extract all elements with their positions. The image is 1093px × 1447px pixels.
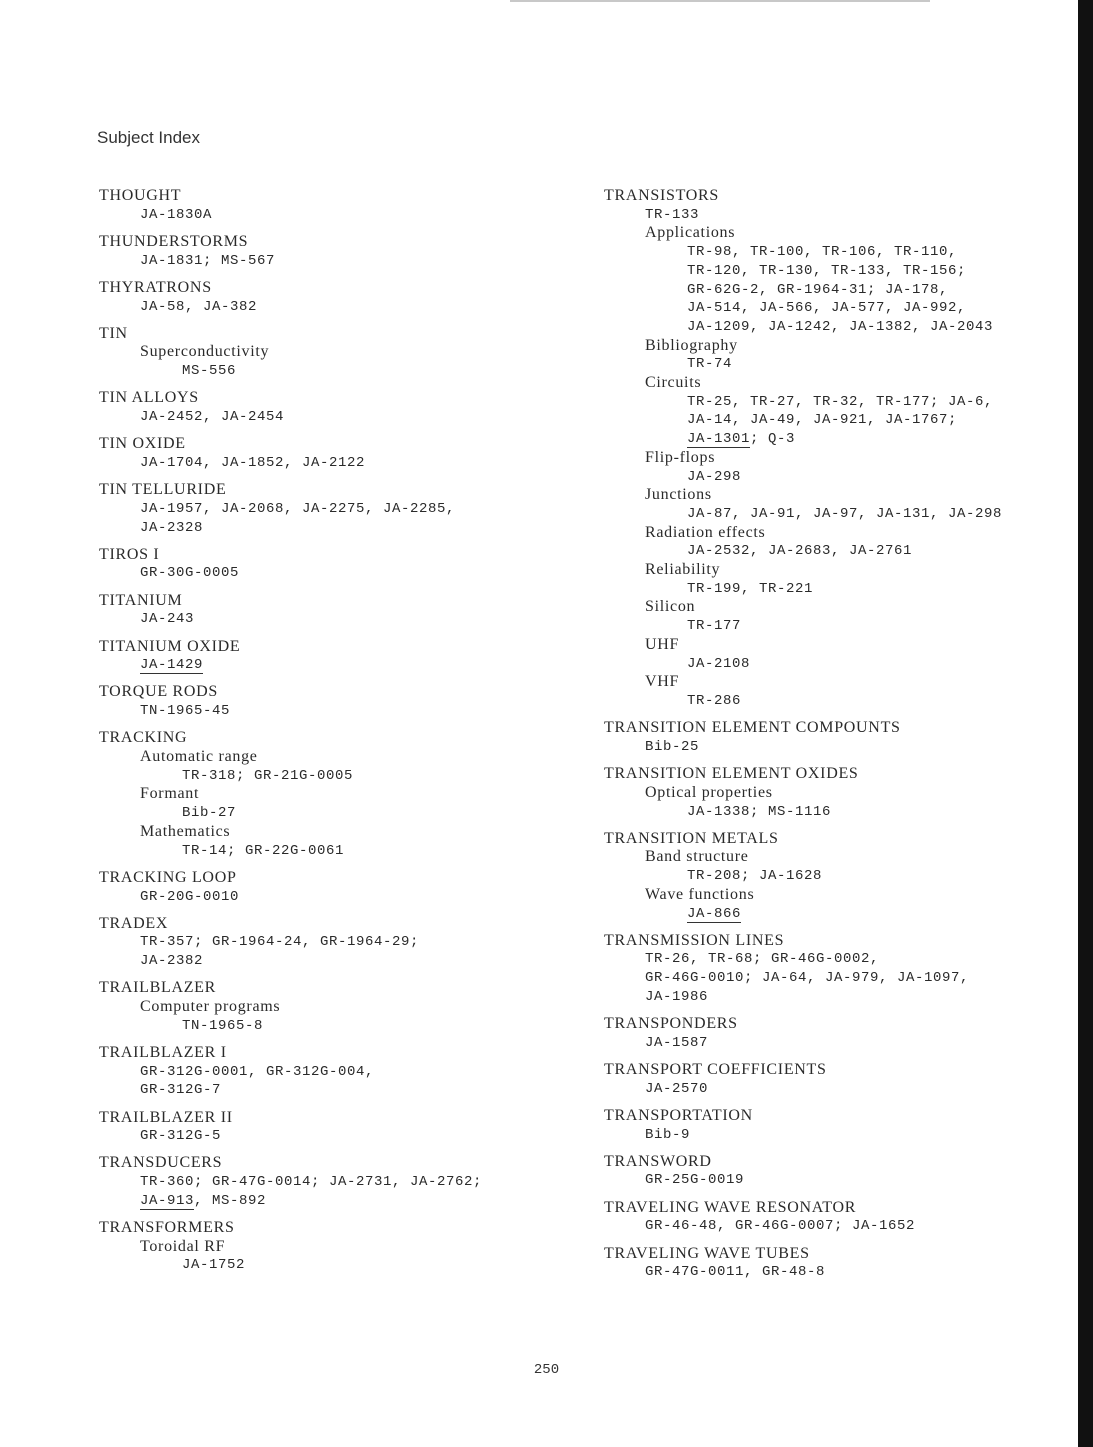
index-entry: [99, 325, 569, 381]
index-references: JA-87, JA-91, JA-97, JA-131, JA-298: [687, 505, 1003, 522]
index-entry: [604, 1107, 1074, 1144]
index-references: TR-120, TR-130, TR-133, TR-156;: [687, 262, 967, 279]
index-term: TIN: [99, 324, 128, 342]
index-subterm: UHF: [645, 635, 680, 653]
underlined-reference: JA-1429: [140, 657, 204, 674]
index-term: THYRATRONS: [99, 278, 212, 296]
index-references: GR-30G-0005: [140, 565, 240, 582]
index-term: TRACKING: [99, 729, 188, 747]
index-entry: [604, 932, 1074, 1007]
index-entry: [99, 592, 569, 629]
index-term: TITANIUM: [99, 591, 183, 609]
index-subterm: Circuits: [645, 374, 702, 392]
index-entry: [99, 979, 569, 1035]
index-references: JA-1831; MS-567: [140, 252, 276, 269]
index-entry: [99, 546, 569, 583]
index-entry: [99, 638, 569, 675]
index-term: THOUGHT: [99, 187, 182, 204]
index-subterm: Computer programs: [140, 998, 281, 1016]
index-entry: [604, 719, 1074, 756]
index-term: TRANSMISSION LINES: [604, 931, 785, 949]
index-references: GR-46G-0010; JA-64, JA-979, JA-1097,: [645, 970, 970, 987]
index-entry: [604, 187, 1074, 711]
index-references: TR-25, TR-27, TR-32, TR-177; JA-6,: [687, 393, 994, 410]
index-subterm: Junctions: [645, 486, 712, 504]
index-references: GR-25G-0019: [645, 1172, 745, 1189]
page-header: Subject Index: [97, 128, 201, 147]
index-references: Bib-27: [182, 805, 237, 822]
index-subterm: Toroidal RF: [140, 1237, 226, 1255]
index-references: MS-556: [182, 363, 237, 380]
index-references: JA-1301; Q-3: [687, 431, 796, 448]
index-entry: [604, 1245, 1074, 1282]
index-term: TITANIUM OXIDE: [99, 637, 241, 655]
index-subterm: Applications: [645, 224, 736, 242]
index-references: TN-1965-45: [140, 703, 231, 720]
index-entry: [99, 389, 569, 426]
index-entry: [604, 1153, 1074, 1190]
index-term: TRANSPORT COEFFICIENTS: [604, 1060, 827, 1078]
index-references: GR-62G-2, GR-1964-31; JA-178,: [687, 281, 949, 298]
index-references: TR-14; GR-22G-0061: [182, 842, 345, 859]
index-entry: [604, 1199, 1074, 1236]
index-references: GR-312G-7: [140, 1082, 222, 1099]
page-number: 250: [533, 1362, 560, 1378]
index-entry: [604, 765, 1074, 821]
index-subterm: Flip-flops: [645, 448, 716, 466]
index-references: JA-1830A: [140, 206, 213, 223]
index-term: TRANSISTORS: [604, 187, 719, 204]
index-subterm: VHF: [645, 673, 680, 691]
index-subterm: Reliability: [645, 561, 721, 579]
index-references: JA-913, MS-892: [140, 1192, 267, 1209]
index-references: JA-1704, JA-1852, JA-2122: [140, 454, 366, 471]
index-term: TRAILBLAZER I: [99, 1043, 227, 1061]
index-references: TN-1965-8: [182, 1017, 264, 1034]
index-term: TRANSWORD: [604, 1152, 712, 1170]
index-references: JA-1338; MS-1116: [687, 803, 832, 820]
page-edge-shadow: [1078, 0, 1093, 1447]
index-term: TRANSFORMERS: [99, 1219, 235, 1237]
underlined-reference: JA-1301: [687, 431, 751, 448]
index-entry: [99, 1044, 569, 1100]
index-subterm: Wave functions: [645, 885, 755, 903]
index-entry: [99, 481, 569, 537]
index-term: TRAILBLAZER: [99, 979, 217, 997]
index-references: GR-312G-0001, GR-312G-004,: [140, 1063, 375, 1080]
index-subterm: Formant: [140, 785, 200, 803]
index-references: JA-514, JA-566, JA-577, JA-992,: [687, 300, 967, 317]
index-references: GR-47G-0011, GR-48-8: [645, 1264, 826, 1281]
index-term: TRACKING LOOP: [99, 868, 237, 886]
index-references: JA-14, JA-49, JA-921, JA-1767;: [687, 412, 958, 429]
index-entry: [99, 1219, 569, 1275]
index-subterm: Radiation effects: [645, 523, 766, 541]
index-references: TR-133: [645, 206, 700, 223]
index-references: TR-199, TR-221: [687, 580, 814, 597]
index-references: JA-2532, JA-2683, JA-2761: [687, 543, 913, 560]
index-entry: [99, 1154, 569, 1210]
index-references: JA-298: [687, 468, 742, 485]
index-column-right: [604, 187, 1074, 1290]
index-entry: [99, 729, 569, 860]
index-references: JA-243: [140, 611, 195, 628]
index-entry: [99, 869, 569, 906]
index-references: JA-2570: [645, 1080, 709, 1097]
index-references: TR-286: [687, 692, 742, 709]
index-entry: [99, 279, 569, 316]
index-references: JA-58, JA-382: [140, 298, 258, 315]
index-references: Bib-25: [645, 738, 700, 755]
index-references: JA-1752: [182, 1257, 246, 1274]
index-term: TRANSDUCERS: [99, 1154, 223, 1172]
index-term: TRADEX: [99, 914, 169, 932]
index-entry: [99, 435, 569, 472]
index-references: JA-2452, JA-2454: [140, 409, 285, 426]
index-references: JA-2382: [140, 953, 204, 970]
index-term: TORQUE RODS: [99, 683, 218, 701]
index-entry: [604, 1015, 1074, 1052]
index-references: JA-1957, JA-2068, JA-2275, JA-2285,: [140, 500, 456, 517]
index-entry: [99, 683, 569, 720]
index-subterm: Band structure: [645, 848, 749, 866]
index-references: TR-208; JA-1628: [687, 868, 823, 885]
index-references: TR-26, TR-68; GR-46G-0002,: [645, 951, 880, 968]
index-references: TR-98, TR-100, TR-106, TR-110,: [687, 244, 958, 261]
index-term: TRANSITION ELEMENT COMPOUNTS: [604, 719, 901, 737]
index-term: THUNDERSTORMS: [99, 232, 249, 250]
index-term: TIN OXIDE: [99, 435, 186, 453]
index-references: [604, 905, 1074, 924]
index-entry: [99, 233, 569, 270]
index-subterm: Superconductivity: [140, 343, 270, 361]
index-subterm: Optical properties: [645, 783, 773, 801]
index-references: GR-20G-0010: [140, 888, 240, 905]
index-entry: [99, 187, 569, 224]
index-subterm: Automatic range: [140, 748, 258, 766]
underlined-reference: JA-913: [140, 1192, 195, 1209]
index-references: TR-74: [687, 356, 733, 373]
page-top-rule: [510, 0, 930, 2]
index-references: JA-2328: [140, 519, 204, 536]
index-term: TIN TELLURIDE: [99, 481, 227, 499]
index-references: JA-2108: [687, 655, 751, 672]
index-references: Bib-9: [645, 1126, 691, 1143]
index-references: TR-360; GR-47G-0014; JA-2731, JA-2762;: [140, 1174, 483, 1191]
index-term: TRANSITION ELEMENT OXIDES: [604, 765, 859, 783]
index-subterm: Silicon: [645, 598, 696, 616]
index-references: TR-177: [687, 618, 742, 635]
index-references: [99, 656, 569, 675]
index-subterm: Bibliography: [645, 336, 738, 354]
index-term: TRAVELING WAVE RESONATOR: [604, 1198, 857, 1216]
index-term: TRANSPONDERS: [604, 1015, 738, 1033]
index-references: JA-1587: [645, 1034, 709, 1051]
index-references: JA-1209, JA-1242, JA-1382, JA-2043: [687, 318, 994, 335]
index-column-left: [99, 187, 569, 1284]
underlined-reference: JA-866: [687, 905, 742, 922]
index-entry: [604, 1061, 1074, 1098]
index-references: JA-1986: [645, 988, 709, 1005]
index-term: TRAILBLAZER II: [99, 1108, 233, 1126]
index-references: GR-46-48, GR-46G-0007; JA-1652: [645, 1218, 916, 1235]
index-references: TR-357; GR-1964-24, GR-1964-29;: [140, 934, 420, 951]
index-entry: [604, 830, 1074, 924]
index-entry: [99, 1109, 569, 1146]
index-term: TRAVELING WAVE TUBES: [604, 1244, 810, 1262]
index-entry: [99, 915, 569, 971]
index-term: TRANSPORTATION: [604, 1106, 753, 1124]
index-references: TR-318; GR-21G-0005: [182, 767, 354, 784]
index-subterm: Mathematics: [140, 822, 231, 840]
index-references: GR-312G-5: [140, 1128, 222, 1145]
index-term: TIROS I: [99, 545, 160, 563]
index-term: TIN ALLOYS: [99, 389, 199, 407]
index-term: TRANSITION METALS: [604, 829, 779, 847]
